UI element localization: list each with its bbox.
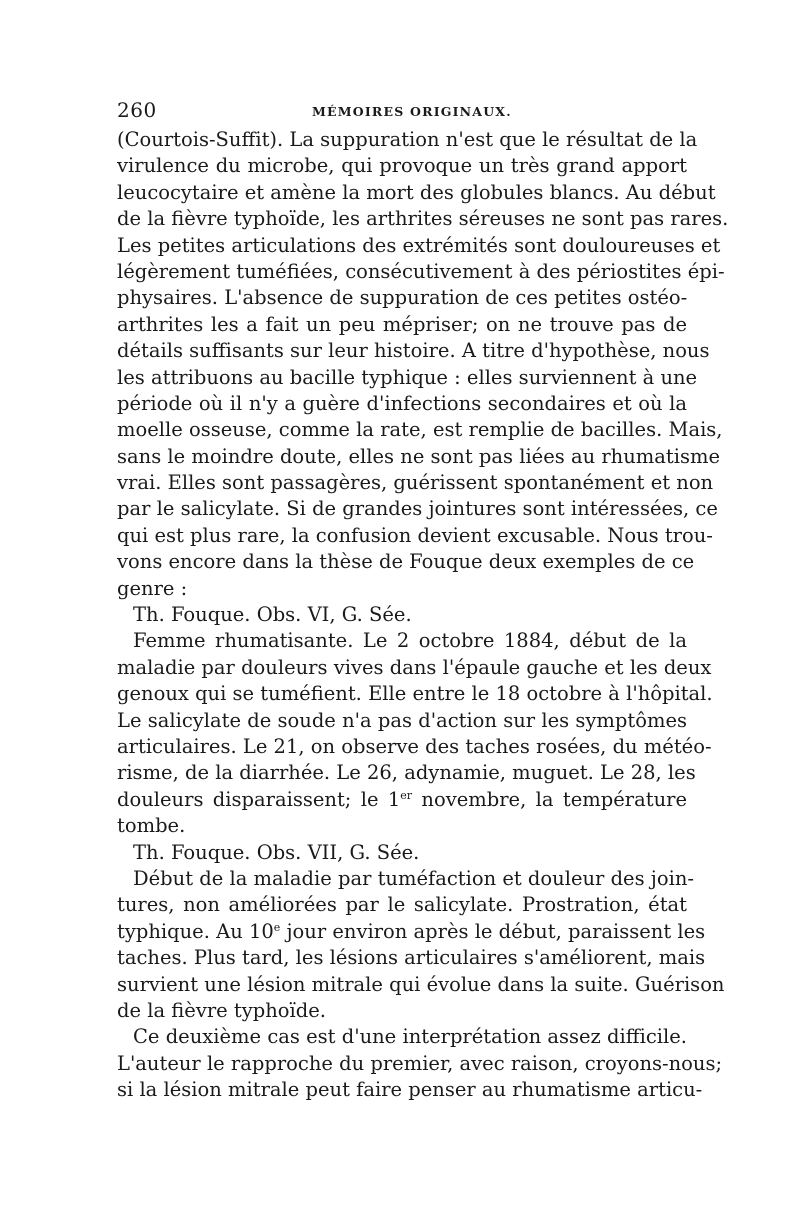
text-line: Th. Fouque. Obs. VII, G. Sée. xyxy=(133,840,420,864)
page-header xyxy=(117,98,687,126)
text-line: Le salicylate de soude n'a pas d'action sur les symptômes xyxy=(117,708,687,732)
text-line: tombe. xyxy=(117,814,186,838)
running-head: MÉMOIRES ORIGINAUX. xyxy=(312,104,512,119)
text-line: L'auteur le rapproche du premier, avec raison, croyons-nous; xyxy=(117,1051,723,1075)
body-text xyxy=(117,127,729,1103)
text-line: détails suffisants sur leur histoire. A titre d'hypothèse, nous xyxy=(117,339,710,363)
text-line: période où il n'y a guère d'infections secondaires et où la xyxy=(117,391,687,415)
text-line: Femme rhumatisante. Le 2 octobre 1884, début de la xyxy=(133,629,687,653)
text-line: vrai. Elles sont passagères, guérissent spontanément et non xyxy=(117,471,714,495)
text-line: de la fièvre typhoïde. xyxy=(117,998,326,1022)
text-line: leucocytaire et amène la mort des globules blancs. Au début xyxy=(117,180,716,204)
text-line: Début de la maladie par tuméfaction et douleur des join- xyxy=(133,866,694,890)
text-line: taches. Plus tard, les lésions articulaires s'améliorent, mais xyxy=(117,946,706,970)
text-line: (Courtois-Suffit). La suppuration n'est que le résultat de la xyxy=(117,128,698,151)
text-line: physaires. L'absence de suppuration de ces petites ostéo- xyxy=(117,286,688,310)
text-line: survient une lésion mitrale qui évolue dans la suite. Guérison xyxy=(117,972,725,996)
text-line: risme, de la diarrhée. Le 26, adynamie, muguet. Le 28, les xyxy=(117,761,696,785)
text-line: maladie par douleurs vives dans l'épaule gauche et les deux xyxy=(117,655,712,679)
text-line: Th. Fouque. Obs. VI, G. Sée. xyxy=(133,603,412,627)
text-line: si la lésion mitrale peut faire penser au rhumatisme articu- xyxy=(117,1078,703,1102)
text-line: arthrites les a fait un peu mépriser; on ne trouve pas de xyxy=(117,312,687,336)
page-number: 260 xyxy=(117,98,157,122)
text-line: typhique. Au 10e jour environ après le début, paraissent les xyxy=(117,919,706,943)
text-line: genoux qui se tuméfient. Elle entre le 18 octobre à l'hôpital. xyxy=(117,682,713,706)
text-line: douleurs disparaissent; le 1er novembre, la température xyxy=(117,787,687,811)
text-line: vons encore dans la thèse de Fouque deux exemples de ce xyxy=(117,550,695,574)
text-line: les attribuons au bacille typhique : elles surviennent à une xyxy=(117,365,698,389)
text-line: Les petites articulations des extrémités sont douloureuses et xyxy=(117,233,721,257)
text-line: moelle osseuse, comme la rate, est remplie de bacilles. Mais, xyxy=(117,418,723,442)
text-line: par le salicylate. Si de grandes jointures sont intéressées, ce xyxy=(117,497,718,521)
text-line: qui est plus rare, la confusion devient excusable. Nous trou- xyxy=(117,523,713,547)
text-line: tures, non améliorées par le salicylate. Prostration, état xyxy=(117,893,687,917)
text-line: Ce deuxième cas est d'une interprétation assez difficile. xyxy=(133,1025,687,1049)
text-line: virulence du microbe, qui provoque un très grand apport xyxy=(117,154,687,178)
text-line: genre : xyxy=(117,576,188,600)
text-line: de la fièvre typhoïde, les arthrites séreuses ne sont pas rares. xyxy=(117,207,729,231)
text-line: sans le moindre doute, elles ne sont pas liées au rhumatisme xyxy=(117,444,721,468)
text-line: légèrement tuméfiées, consécutivement à des périostites épi- xyxy=(117,259,725,283)
text-line: articulaires. Le 21, on observe des taches rosées, du météo- xyxy=(117,734,712,758)
